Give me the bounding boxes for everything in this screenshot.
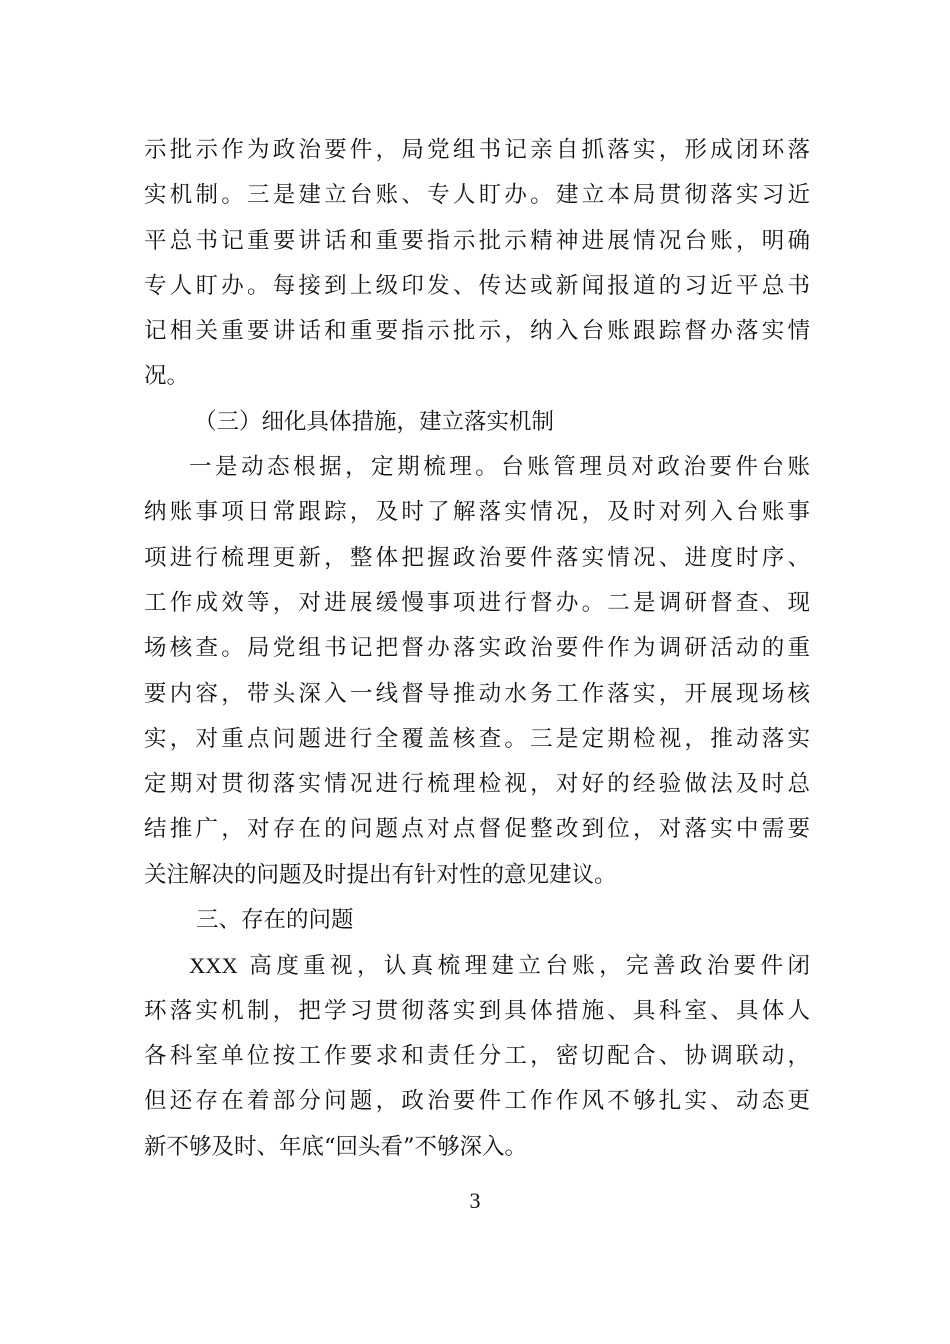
text-line: 环落实机制，把学习贯彻落实到具体措施、具科室、具体人 — [144, 997, 810, 1024]
text-line: 示批示作为政治要件，局党组书记亲自抓落实，形成闭环落 — [144, 137, 810, 163]
text-line: 关注解决的问题及时提出有针对性的意见建议。 — [144, 861, 617, 888]
text-fragment: 高度重视，认真梳理建立台账，完善政治要件闭 — [237, 953, 810, 980]
text-line: 定期对贯彻落实情况进行梳理检视，对好的经验做法及时总 — [144, 771, 810, 798]
text-line: 记相关重要讲话和重要指示批示，纳入台账跟踪督办落实情 — [144, 318, 810, 345]
paragraph-3 — [144, 943, 810, 1169]
text-line: 专人盯办。每接到上级印发、传达或新闻报道的习近平总书 — [144, 272, 810, 299]
text-line: 工作成效等，对进展缓慢事项进行督办。二是调研督查、现 — [144, 589, 810, 616]
text-line: 实机制。三是建立台账、专人盯办。建立本局贯彻落实习近 — [144, 182, 810, 209]
paragraph-1 — [144, 128, 810, 400]
text-line: 结推广，对存在的问题点对点督促整改到位，对落实中需要 — [144, 816, 810, 843]
section-heading: 三、存在的问题 — [196, 907, 354, 934]
page-number: 3 — [469, 1188, 481, 1213]
text-line: 纳账事项日常跟踪，及时了解落实情况，及时对列入台账事 — [144, 499, 810, 526]
text-line: 况。 — [144, 363, 190, 390]
org-placeholder: XXX — [189, 953, 238, 979]
text-line: 各科室单位按工作要求和责任分工，密切配合、协调联动， — [144, 1042, 810, 1069]
text-line — [144, 943, 810, 988]
text-line: 但还存在着部分问题，政治要件工作作风不够扎实、动态更 — [144, 1088, 810, 1115]
text-line: 平总书记重要讲话和重要指示批示精神进展情况台账，明确 — [144, 227, 810, 254]
text-line: 要内容，带头深入一线督导推动水务工作落实，开展现场核 — [144, 680, 810, 707]
subsection-heading: （三）细化具体措施，建立落实机制 — [194, 408, 555, 435]
text-line: 一是动态根据，定期梳理。台账管理员对政治要件台账 — [189, 454, 810, 481]
text-line: 实，对重点问题进行全覆盖核查。三是定期检视，推动落实 — [144, 725, 810, 752]
paragraph-2 — [144, 445, 810, 898]
text-line: 项进行梳理更新，整体把握政治要件落实情况、进度时序、 — [144, 544, 810, 571]
text-line: 场核查。局党组书记把督办落实政治要件作为调研活动的重 — [144, 635, 810, 662]
document-body — [144, 128, 810, 1170]
text-line: 新不够及时、年底“回头看”不够深入。 — [144, 1133, 528, 1160]
